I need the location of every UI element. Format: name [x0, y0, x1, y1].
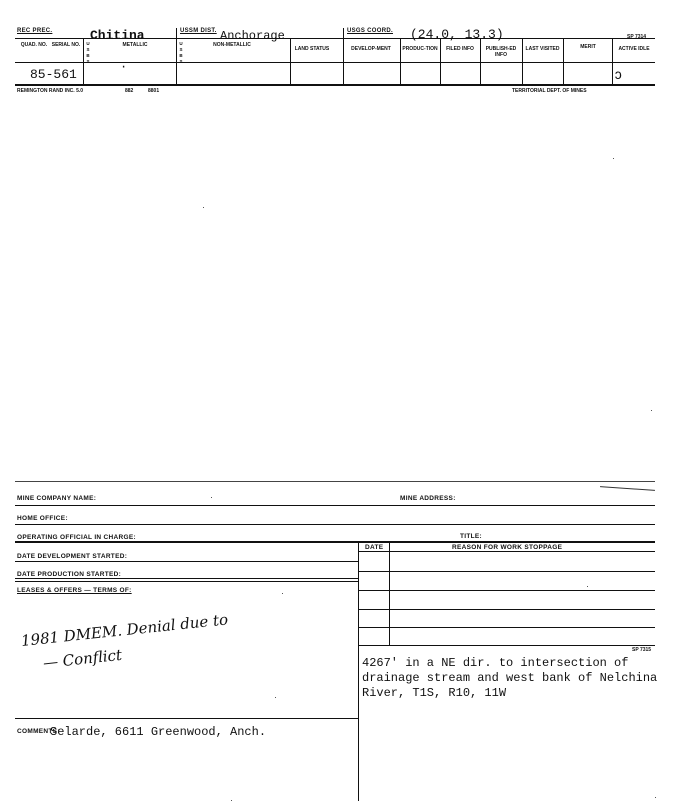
col-quad-no: QUAD. NO. — [20, 42, 48, 48]
speck — [651, 410, 652, 411]
handwritten-note-line2: — Conflict — [42, 645, 123, 672]
rule-table-row — [358, 609, 655, 610]
col-active-idle: ACTIVE IDLE — [618, 46, 650, 52]
col-metallic: METALLIC — [122, 42, 148, 48]
printer-code-2: 8801 — [148, 88, 160, 94]
col-divider — [563, 38, 564, 84]
title-label: TITLE: — [460, 533, 483, 540]
col-usbs-metallic: U S B S — [86, 41, 90, 64]
col-divider — [176, 28, 177, 84]
rule-prod-a — [15, 578, 358, 579]
department-label: TERRITORIAL DEPT. OF MINES — [512, 88, 587, 94]
usgs-coord-value: (24.0, 13.3) — [410, 27, 504, 42]
mine-address-label: MINE ADDRESS: — [400, 495, 456, 502]
col-divider — [522, 38, 523, 84]
col-divider — [480, 38, 481, 84]
home-office-label: HOME OFFICE: — [17, 515, 68, 522]
printer-code-1: 882 — [125, 88, 134, 94]
rule-table-row — [358, 627, 655, 628]
rec-prec-value: Chitina — [90, 28, 145, 43]
col-non-metallic: NON-METALLIC — [213, 42, 251, 48]
location-note-line3: River, T1S, R10, 11W — [362, 686, 507, 700]
location-note-line2: drainage stream and west bank of Nelchina — [362, 671, 658, 685]
col-filed-info: FILED INFO — [446, 46, 474, 52]
rule-company — [15, 505, 655, 506]
printer-label: REMINGTON RAND INC. 5.0 — [17, 88, 84, 94]
rule-table-header — [358, 551, 655, 552]
speck — [587, 586, 588, 587]
metallic-mark: · — [120, 60, 128, 74]
date-col-divider — [389, 541, 390, 645]
reason-column-header: REASON FOR WORK STOPPAGE — [452, 544, 563, 551]
active-mark: ↄ — [614, 68, 623, 84]
ussm-dist-value: Anchorage — [220, 29, 285, 43]
center-divider — [358, 541, 359, 801]
form-number: SP 7314 — [627, 34, 647, 40]
rec-prec-label: REC PREC. — [17, 28, 53, 34]
header-rule — [15, 62, 655, 63]
rule-dev — [15, 561, 358, 562]
speck — [203, 207, 204, 208]
rule-table-row — [358, 645, 655, 646]
speck — [211, 497, 212, 498]
col-usbs-nonmetallic: U S B S — [179, 41, 183, 64]
card-corner-stroke — [600, 486, 655, 491]
col-last-visited: LAST VISITED — [525, 46, 560, 52]
col-divider — [343, 28, 344, 84]
col-divider — [612, 38, 613, 84]
operating-official-label: OPERATING OFFICIAL IN CHARGE: — [17, 534, 136, 541]
col-serial-no: SERIAL NO. — [51, 42, 81, 48]
usgs-coord-label: USGS COORD. — [347, 28, 393, 34]
bottom-form-number: SP 7315 — [632, 647, 652, 653]
card-top-rule — [15, 481, 655, 482]
handwritten-note-line1: 1981 DMEM. Denial due to — [20, 610, 229, 650]
leases-label: LEASES & OFFERS — TERMS OF: — [17, 587, 132, 594]
rule-comments — [15, 718, 358, 719]
col-published-info: PUBLISH-ED INFO — [485, 46, 517, 58]
row-bottom-rule — [15, 84, 655, 86]
rule-table-row — [358, 590, 655, 591]
col-divider — [440, 38, 441, 84]
col-divider — [400, 38, 401, 84]
col-production: PRODUC-TION — [402, 46, 438, 52]
speck — [275, 697, 276, 698]
col-merit: MERIT — [580, 44, 596, 50]
col-land-status: LAND STATUS — [294, 46, 330, 52]
date-production-label: DATE PRODUCTION STARTED: — [17, 571, 122, 578]
speck — [231, 800, 232, 801]
col-development: DEVELOP-MENT — [351, 46, 391, 52]
mine-company-label: MINE COMPANY NAME: — [17, 495, 97, 502]
ussm-dist-label: USSM DIST. — [180, 28, 217, 34]
rule-official — [15, 541, 655, 543]
rule-table-row — [358, 571, 655, 572]
comments-value: Selarde, 6611 Greenwood, Anch. — [50, 725, 267, 739]
location-note-line1: 4267' in a NE dir. to intersection of — [362, 656, 629, 670]
col-divider — [83, 38, 84, 84]
quad-serial-value: 85-561 — [30, 67, 77, 82]
speck — [655, 797, 656, 798]
date-column-header: DATE — [365, 544, 384, 551]
speck — [613, 158, 614, 159]
date-development-label: DATE DEVELOPMENT STARTED: — [17, 553, 128, 560]
col-divider — [290, 38, 291, 84]
comments-label: COMMENTS: — [17, 728, 60, 735]
rule-home-office — [15, 524, 655, 525]
speck — [282, 593, 283, 594]
rule-prod-b — [15, 581, 358, 582]
